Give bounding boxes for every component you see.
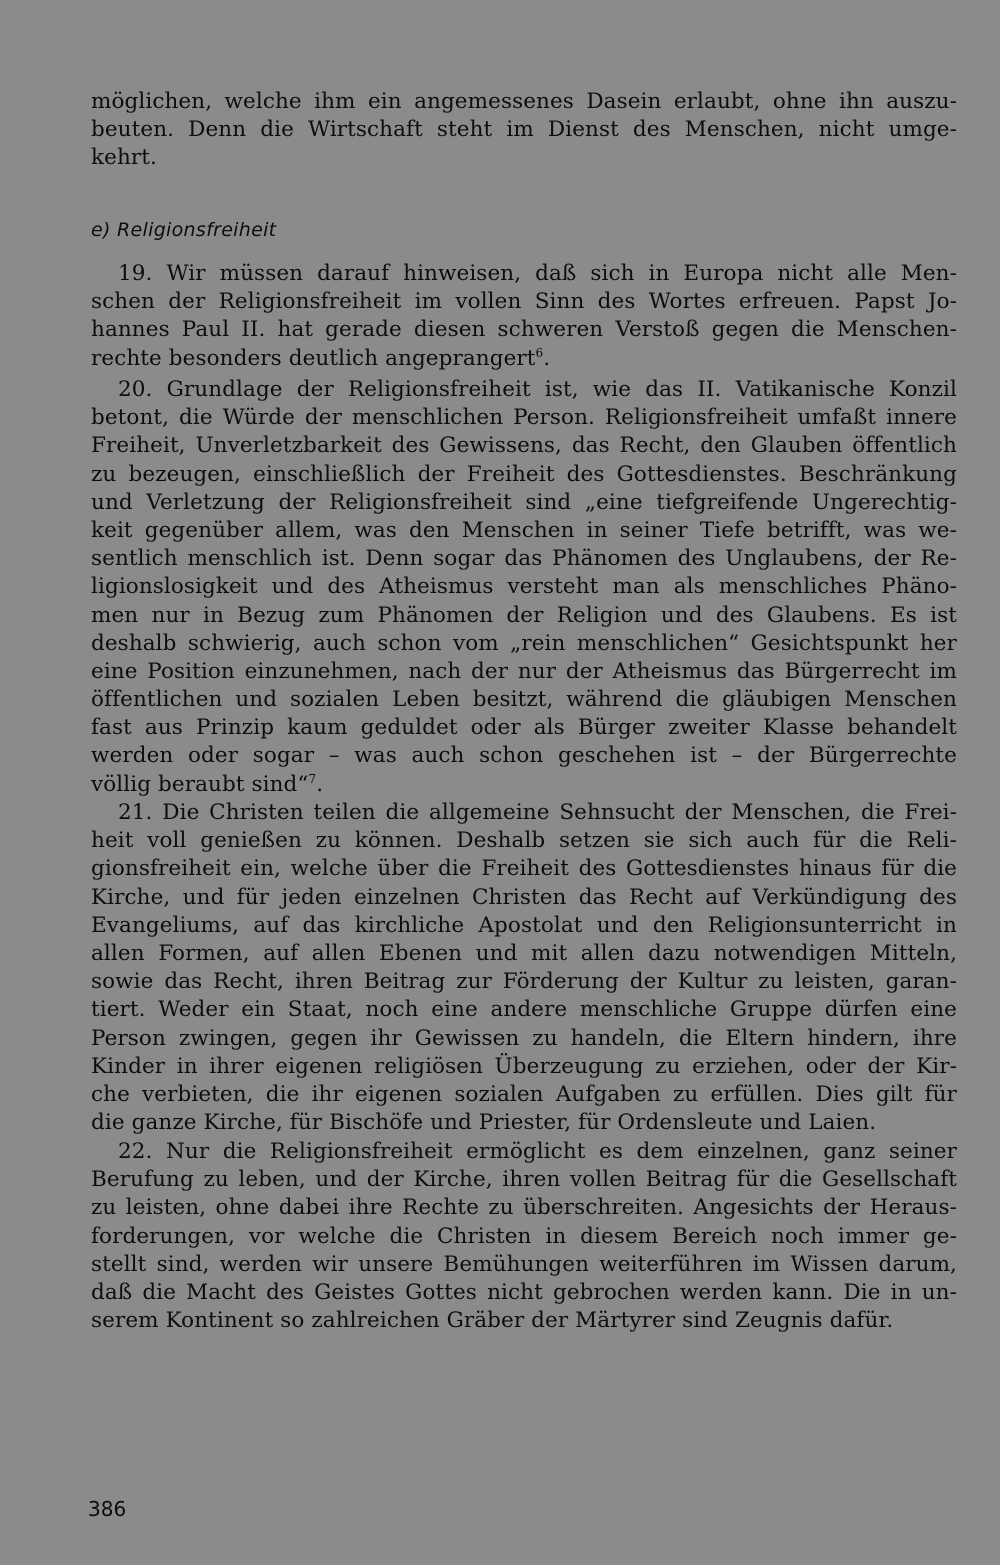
text-fragment: völlig beraubt sind“ <box>91 771 309 797</box>
text-line: forderungen, vor welche die Christen in diesem Bereich noch immer ge- <box>91 1223 957 1249</box>
text-line: Kirche, und für jeden einzelnen Christen das Recht auf Verkündigung des <box>91 884 957 910</box>
text-line: 19. Wir müssen darauf hinweisen, daß sich in Europa nicht alle Men- <box>118 261 957 286</box>
text-fragment: . <box>543 345 551 371</box>
page-number: 386 <box>88 1497 127 1521</box>
text-line: und Verletzung der Religionsfreiheit sind „eine tiefgreifende Ungerechtig- <box>91 489 957 515</box>
text-fragment: . <box>316 771 324 797</box>
text-line: werden oder sogar – was auch schon geschehen ist – der Bürgerrechte <box>91 743 957 769</box>
text-line: ligionslosigkeit und des Atheismus versteht man als menschliches Phäno- <box>91 574 957 600</box>
text-line: beuten. Denn die Wirtschaft steht im Dienst des Menschen, nicht umge- <box>91 117 957 143</box>
paragraph-21 <box>91 799 957 1137</box>
paragraph-19 <box>91 260 957 373</box>
text-line: zu bezeugen, einschließlich der Freiheit des Gottesdienstes. Beschränkung <box>91 461 957 487</box>
text-line: eine Position einzunehmen, nach der nur der Atheismus das Bürgerrecht im <box>91 658 957 684</box>
text-line <box>91 771 957 799</box>
text-line: deshalb schwierig, auch schon vom „rein menschlichen“ Gesichtspunkt her <box>91 630 957 656</box>
text-line: möglichen, welche ihm ein angemessenes Dasein erlaubt, ohne ihn auszu- <box>91 89 957 114</box>
text-line: heit voll genießen zu können. Deshalb setzen sie sich auch für die Reli- <box>91 828 957 854</box>
text-fragment: rechte besonders deutlich angeprangert <box>91 345 536 371</box>
text-line: 20. Grundlage der Religionsfreiheit ist, wie das II. Vatikanische Konzil <box>118 377 957 402</box>
text-line: sowie das Recht, ihren Beitrag zur Förderung der Kultur zu leisten, garan- <box>91 969 957 995</box>
text-line <box>91 345 957 373</box>
intro-text <box>91 88 957 173</box>
text-line: Berufung zu leben, und der Kirche, ihren vollen Beitrag für die Gesellschaft <box>91 1167 957 1193</box>
text-line: stellt sind, werden wir unsere Bemühungen weiterführen im Wissen darum, <box>91 1251 957 1277</box>
text-line: öffentlichen und sozialen Leben besitzt, während die gläubigen Menschen <box>91 687 957 713</box>
text-line: tiert. Weder ein Staat, noch eine andere menschliche Gruppe dürfen eine <box>91 997 957 1023</box>
text-line: kehrt. <box>91 145 157 171</box>
text-line: allen Formen, auf allen Ebenen und mit allen dazu notwendigen Mitteln, <box>91 940 957 966</box>
footnote-marker: 6 <box>535 345 544 360</box>
text-line: che verbieten, die ihr eigenen sozialen Aufgaben zu erfüllen. Dies gilt für <box>91 1081 957 1107</box>
text-line: Person zwingen, gegen ihr Gewissen zu handeln, die Eltern hindern, ihre <box>91 1025 957 1051</box>
text-line: 21. Die Christen teilen die allgemeine Sehnsucht der Menschen, die Frei- <box>118 800 957 825</box>
paragraph-22 <box>91 1138 957 1335</box>
footnote-marker: 7 <box>308 771 317 786</box>
text-line: keit gegenüber allem, was den Menschen in seiner Tiefe betrifft, was we- <box>91 517 957 543</box>
paragraph-20 <box>91 376 957 799</box>
text-line: Evangeliums, auf das kirchliche Apostolat und den Religionsunterricht in <box>91 912 957 938</box>
text-line: serem Kontinent so zahlreichen Gräber der Märtyrer sind Zeugnis dafür. <box>91 1308 894 1334</box>
text-line: hannes Paul II. hat gerade diesen schweren Verstoß gegen die Menschen- <box>91 317 957 343</box>
text-line: schen der Religionsfreiheit im vollen Sinn des Wortes erfreuen. Papst Jo- <box>91 289 957 315</box>
text-line: 22. Nur die Religionsfreiheit ermöglicht es dem einzelnen, ganz seiner <box>118 1139 957 1164</box>
text-line: die ganze Kirche, für Bischöfe und Priester, für Ordensleute und Laien. <box>91 1110 877 1136</box>
text-line: gionsfreiheit ein, welche über die Freiheit des Gottesdienstes hinaus für die <box>91 856 957 882</box>
text-line: daß die Macht des Geistes Gottes nicht gebrochen werden kann. Die in un- <box>91 1279 957 1305</box>
section-heading: e) Religionsfreiheit <box>91 219 277 241</box>
text-line: fast aus Prinzip kaum geduldet oder als Bürger zweiter Klasse behandelt <box>91 715 957 741</box>
text-line: betont, die Würde der menschlichen Person. Religionsfreiheit umfaßt innere <box>91 405 957 431</box>
text-line: sentlich menschlich ist. Denn sogar das Phänomen des Unglaubens, der Re- <box>91 546 957 572</box>
text-line: men nur in Bezug zum Phänomen der Religion und des Glaubens. Es ist <box>91 602 957 628</box>
text-line: Freiheit, Unverletzbarkeit des Gewissens, das Recht, den Glauben öffentlich <box>91 433 957 459</box>
text-line: zu leisten, ohne dabei ihre Rechte zu überschreiten. Angesichts der Heraus- <box>91 1195 957 1221</box>
text-line: Kinder in ihrer eigenen religiösen Überzeugung zu erziehen, oder der Kir- <box>91 1053 957 1079</box>
